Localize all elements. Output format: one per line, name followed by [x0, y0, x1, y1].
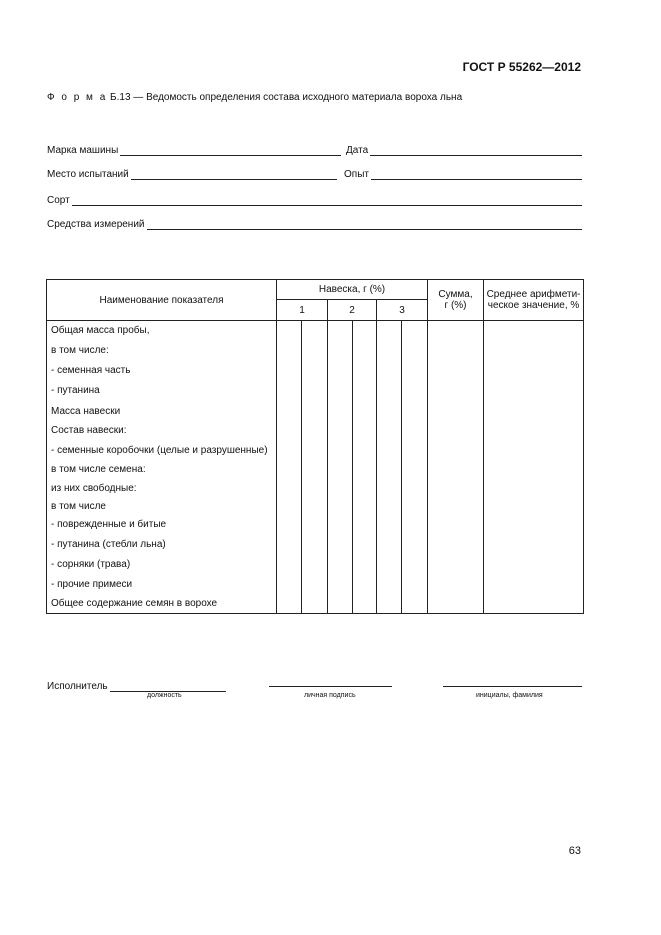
- value-cell[interactable]: [428, 321, 484, 341]
- value-cell[interactable]: [277, 340, 302, 360]
- row-label: - сорняки (трава): [47, 554, 277, 574]
- date-label: Дата: [346, 145, 369, 156]
- row-label: Масса навески: [47, 401, 277, 421]
- value-cell[interactable]: [277, 574, 302, 594]
- value-cell[interactable]: [328, 554, 353, 574]
- signature-line[interactable]: [269, 686, 392, 687]
- row-label: Общая масса пробы,: [47, 321, 277, 341]
- page-number: 63: [568, 845, 581, 857]
- value-cell[interactable]: [328, 498, 353, 515]
- value-cell[interactable]: [377, 554, 402, 574]
- value-cell[interactable]: [302, 515, 328, 534]
- value-cell[interactable]: [277, 478, 302, 498]
- value-cell[interactable]: [377, 498, 402, 515]
- value-cell[interactable]: [302, 498, 328, 515]
- value-cell[interactable]: [353, 421, 377, 440]
- value-cell[interactable]: [302, 340, 328, 360]
- value-cell[interactable]: [277, 594, 302, 614]
- value-cell[interactable]: [328, 340, 353, 360]
- value-cell[interactable]: [484, 401, 584, 421]
- indicator-header: Наименование показателя: [47, 280, 277, 321]
- table-row: [47, 478, 584, 498]
- row-label: в том числе:: [47, 340, 277, 360]
- value-cell[interactable]: [402, 515, 428, 534]
- sum-header: Сумма, г (%): [428, 280, 484, 321]
- value-cell[interactable]: [353, 321, 377, 341]
- value-cell[interactable]: [328, 534, 353, 554]
- machine-brand-line[interactable]: [120, 145, 341, 156]
- test-place-label: Место испытаний: [47, 169, 129, 180]
- value-cell[interactable]: [277, 534, 302, 554]
- value-cell[interactable]: [484, 380, 584, 401]
- value-cell[interactable]: [428, 401, 484, 421]
- value-cell[interactable]: [484, 321, 584, 341]
- table-body: [47, 321, 584, 614]
- row-label: в том числе семена:: [47, 461, 277, 478]
- value-cell[interactable]: [402, 554, 428, 574]
- value-cell[interactable]: [353, 534, 377, 554]
- variety-line[interactable]: [72, 195, 582, 206]
- value-cell[interactable]: [328, 461, 353, 478]
- value-cell[interactable]: [402, 534, 428, 554]
- value-cell[interactable]: [277, 360, 302, 380]
- experiment-line[interactable]: [371, 169, 582, 180]
- table-row: [47, 515, 584, 534]
- value-cell[interactable]: [302, 421, 328, 440]
- table-row: [47, 401, 584, 421]
- experiment-field[interactable]: [344, 166, 582, 180]
- table-row: [47, 321, 584, 341]
- value-cell[interactable]: [484, 574, 584, 594]
- table-header-row-1: [47, 280, 584, 300]
- table-row: [47, 360, 584, 380]
- value-cell[interactable]: [353, 515, 377, 534]
- value-cell[interactable]: [484, 340, 584, 360]
- test-place-line[interactable]: [131, 169, 337, 180]
- value-cell[interactable]: [484, 515, 584, 534]
- executor-field[interactable]: [47, 678, 226, 692]
- value-cell[interactable]: [484, 594, 584, 614]
- value-cell[interactable]: [277, 440, 302, 461]
- sample-num-1: 1: [277, 300, 328, 321]
- row-label: - семенные коробочки (целые и разрушенные): [47, 440, 277, 461]
- value-cell[interactable]: [302, 401, 328, 421]
- sample-num-3: 3: [377, 300, 428, 321]
- value-cell[interactable]: [484, 440, 584, 461]
- value-cell[interactable]: [428, 360, 484, 380]
- name-line[interactable]: [443, 686, 582, 687]
- value-cell[interactable]: [377, 478, 402, 498]
- value-cell[interactable]: [328, 515, 353, 534]
- variety-label: Сорт: [47, 195, 70, 206]
- value-cell[interactable]: [402, 594, 428, 614]
- value-cell[interactable]: [402, 360, 428, 380]
- value-cell[interactable]: [302, 574, 328, 594]
- value-cell[interactable]: [302, 440, 328, 461]
- value-cell[interactable]: [353, 478, 377, 498]
- value-cell[interactable]: [277, 461, 302, 478]
- value-cell[interactable]: [377, 440, 402, 461]
- value-cell[interactable]: [328, 440, 353, 461]
- value-cell[interactable]: [377, 574, 402, 594]
- table-row: [47, 380, 584, 401]
- form-prefix: Ф о р м а: [47, 92, 108, 103]
- value-cell[interactable]: [302, 380, 328, 401]
- value-cell[interactable]: [377, 360, 402, 380]
- value-cell[interactable]: [277, 401, 302, 421]
- table-row: [47, 421, 584, 440]
- instruments-line[interactable]: [147, 219, 582, 230]
- table-row: [47, 574, 584, 594]
- value-cell[interactable]: [302, 554, 328, 574]
- machine-brand-label: Марка машины: [47, 145, 119, 156]
- row-label: - семенная часть: [47, 360, 277, 380]
- value-cell[interactable]: [328, 401, 353, 421]
- value-cell[interactable]: [328, 321, 353, 341]
- signature-caption: личная подпись: [304, 692, 356, 699]
- value-cell[interactable]: [277, 498, 302, 515]
- mean-header: Среднее арифмети- ческое значение, %: [484, 280, 584, 321]
- value-cell[interactable]: [428, 440, 484, 461]
- value-cell[interactable]: [353, 574, 377, 594]
- value-cell[interactable]: [484, 478, 584, 498]
- value-cell[interactable]: [353, 554, 377, 574]
- table-row: [47, 340, 584, 360]
- date-field[interactable]: [346, 142, 582, 156]
- value-cell[interactable]: [402, 574, 428, 594]
- value-cell[interactable]: [402, 440, 428, 461]
- value-cell[interactable]: [428, 574, 484, 594]
- value-cell[interactable]: [302, 594, 328, 614]
- value-cell[interactable]: [377, 534, 402, 554]
- value-cell[interactable]: [328, 380, 353, 401]
- value-cell[interactable]: [377, 321, 402, 341]
- value-cell[interactable]: [484, 534, 584, 554]
- value-cell[interactable]: [428, 594, 484, 614]
- value-cell[interactable]: [377, 421, 402, 440]
- value-cell[interactable]: [428, 461, 484, 478]
- value-cell[interactable]: [428, 421, 484, 440]
- date-line[interactable]: [370, 145, 582, 156]
- row-label: - поврежденные и битые: [47, 515, 277, 534]
- value-cell[interactable]: [277, 554, 302, 574]
- value-cell[interactable]: [353, 340, 377, 360]
- value-cell[interactable]: [484, 554, 584, 574]
- table-row: [47, 461, 584, 478]
- value-cell[interactable]: [402, 321, 428, 341]
- value-cell[interactable]: [353, 461, 377, 478]
- value-cell[interactable]: [377, 594, 402, 614]
- row-label: Состав навески:: [47, 421, 277, 440]
- value-cell[interactable]: [484, 498, 584, 515]
- row-label: - путанина: [47, 380, 277, 401]
- table-row: [47, 498, 584, 515]
- instruments-label: Средства измерений: [47, 219, 145, 230]
- machine-brand-field[interactable]: [47, 142, 341, 156]
- value-cell[interactable]: [277, 380, 302, 401]
- position-line[interactable]: [110, 681, 226, 692]
- value-cell[interactable]: [302, 461, 328, 478]
- value-cell[interactable]: [302, 360, 328, 380]
- row-label: - путанина (стебли льна): [47, 534, 277, 554]
- value-cell[interactable]: [402, 340, 428, 360]
- table-row: [47, 594, 584, 614]
- value-cell[interactable]: [302, 478, 328, 498]
- value-cell[interactable]: [353, 360, 377, 380]
- instruments-field[interactable]: [47, 216, 582, 230]
- value-cell[interactable]: [277, 321, 302, 341]
- name-caption: инициалы, фамилия: [476, 692, 543, 699]
- table-row: [47, 440, 584, 461]
- value-cell[interactable]: [328, 360, 353, 380]
- table-row: [47, 554, 584, 574]
- value-cell[interactable]: [328, 478, 353, 498]
- value-cell[interactable]: [402, 401, 428, 421]
- value-cell[interactable]: [353, 401, 377, 421]
- value-cell[interactable]: [377, 461, 402, 478]
- value-cell[interactable]: [377, 380, 402, 401]
- value-cell[interactable]: [377, 515, 402, 534]
- value-cell[interactable]: [428, 534, 484, 554]
- row-label: Общее содержание семян в ворохе: [47, 594, 277, 614]
- row-label: в том числе: [47, 498, 277, 515]
- value-cell[interactable]: [484, 461, 584, 478]
- form-title-text: Б.13 — Ведомость определения состава исходного материала вороха льна: [107, 92, 463, 103]
- test-place-field[interactable]: [47, 166, 337, 180]
- value-cell[interactable]: [328, 421, 353, 440]
- value-cell[interactable]: [377, 401, 402, 421]
- value-cell[interactable]: [302, 321, 328, 341]
- value-cell[interactable]: [328, 574, 353, 594]
- value-cell[interactable]: [402, 421, 428, 440]
- value-cell[interactable]: [353, 380, 377, 401]
- value-cell[interactable]: [402, 498, 428, 515]
- variety-field[interactable]: [47, 192, 582, 206]
- table-row: [47, 534, 584, 554]
- value-cell[interactable]: [353, 498, 377, 515]
- value-cell[interactable]: [353, 440, 377, 461]
- form-title: [47, 92, 462, 103]
- row-label: из них свободные:: [47, 478, 277, 498]
- experiment-label: Опыт: [344, 169, 369, 180]
- position-caption: должность: [147, 692, 182, 699]
- value-cell[interactable]: [428, 515, 484, 534]
- value-cell[interactable]: [353, 594, 377, 614]
- value-cell[interactable]: [402, 478, 428, 498]
- value-cell[interactable]: [328, 594, 353, 614]
- value-cell[interactable]: [277, 515, 302, 534]
- value-cell[interactable]: [428, 340, 484, 360]
- row-label: - прочие примеси: [47, 574, 277, 594]
- value-cell[interactable]: [377, 340, 402, 360]
- value-cell[interactable]: [402, 380, 428, 401]
- sample-header: Навеска, г (%): [277, 280, 428, 300]
- sample-num-2: 2: [328, 300, 377, 321]
- executor-label: Исполнитель: [47, 681, 108, 692]
- value-cell[interactable]: [484, 421, 584, 440]
- value-cell[interactable]: [428, 380, 484, 401]
- composition-table: [46, 279, 584, 614]
- value-cell[interactable]: [428, 478, 484, 498]
- value-cell[interactable]: [302, 534, 328, 554]
- value-cell[interactable]: [277, 421, 302, 440]
- value-cell[interactable]: [402, 461, 428, 478]
- value-cell[interactable]: [428, 554, 484, 574]
- value-cell[interactable]: [484, 360, 584, 380]
- standard-number: ГОСТ Р 55262—2012: [462, 60, 581, 74]
- value-cell[interactable]: [428, 498, 484, 515]
